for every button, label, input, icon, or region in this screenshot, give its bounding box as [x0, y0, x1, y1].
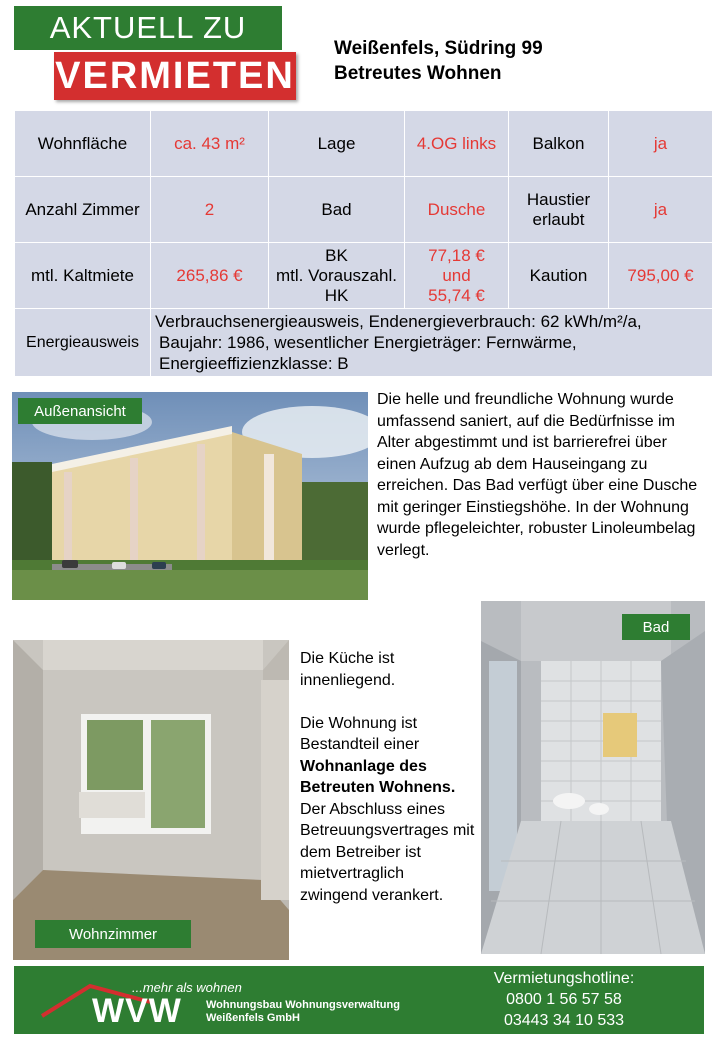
vorauszahlung-label [269, 243, 405, 309]
kaution-label: Kaution [509, 243, 609, 309]
bad-label: Bad [269, 177, 405, 243]
company-name [206, 999, 400, 1025]
energie-details [151, 309, 713, 377]
anlage-text-before: Die Wohnung ist Bestandteil einer [300, 714, 420, 753]
table-row [15, 309, 713, 377]
anlage-text-after: Der Abschluss eines Betreuungsvertrages mit dem Betreiber ist mietvertraglich zwingend verankert. [300, 800, 475, 904]
anlage-text-bold: Wohnanlage des Betreuten Wohnens. [300, 757, 456, 796]
haustier-value: ja [609, 177, 713, 243]
kaltmiete-value: 265,86 € [151, 243, 269, 309]
energie-label: Energieausweis [15, 309, 151, 377]
apartment-facts-table [14, 110, 713, 377]
photo-label-bad: Bad [622, 614, 690, 640]
haustier-label-line-1: Haustier [526, 189, 591, 209]
housing-type-title: Betreutes Wohnen [334, 63, 502, 84]
vorauszahlung-label-line-3: HK [324, 285, 349, 305]
anlage-text [300, 713, 475, 907]
footer-tagline: ...mehr als wohnen [132, 980, 242, 995]
bad-value: Dusche [405, 177, 509, 243]
logo-line-2: VERMIETEN [54, 52, 296, 100]
wvw-logo-text: WVW [92, 992, 182, 1030]
company-name-line-2: Weißenfels GmbH [206, 1012, 300, 1024]
photo-label-aussenansicht: Außenansicht [18, 398, 142, 424]
haustier-label [509, 177, 609, 243]
hotline-title: Vermietungshotline: [493, 970, 635, 987]
table-row [15, 243, 713, 309]
kaltmiete-label: mtl. Kaltmiete [15, 243, 151, 309]
kaution-value: 795,00 € [609, 243, 713, 309]
bathroom-photo [481, 601, 705, 954]
vorauszahlung-value-line-1: 77,18 € [428, 245, 485, 265]
table-row [15, 177, 713, 243]
photo-label-wohnzimmer: Wohnzimmer [35, 920, 191, 948]
table-row [15, 111, 713, 177]
energie-line-2: Baujahr: 1986, wesentlicher Energieträger: Fernwärme, [159, 333, 577, 352]
haustier-label-line-2: erlaubt [532, 209, 585, 229]
energie-line-1: Verbrauchsenergieausweis, Endenergieverbrauch: 62 kWh/m²/a, [155, 312, 642, 331]
hotline-block [444, 968, 684, 1031]
aktuell-zu-vermieten-logo [14, 6, 296, 102]
zimmer-value: 2 [151, 177, 269, 243]
hotline-phone-1[interactable]: 0800 1 56 57 58 [506, 991, 622, 1008]
vorauszahlung-label-line-1: BK [325, 245, 348, 265]
hotline-phone-2[interactable]: 03443 34 10 533 [503, 1012, 625, 1029]
address-title: Weißenfels, Südring 99 [334, 38, 543, 59]
vorauszahlung-value [405, 243, 509, 309]
balkon-label: Balkon [509, 111, 609, 177]
page-heading [334, 36, 543, 86]
anlage-text-block [300, 648, 475, 906]
balkon-value: ja [609, 111, 713, 177]
company-name-line-1: Wohnungsbau Wohnungsverwaltung [206, 999, 400, 1011]
description-text: Die helle und freundliche Wohnung wurde umfassend saniert, auf die Bedürfnisse im Alter abgestimmt und ist barrierefrei über einen Aufzug ab dem Hauseingang zu erreichen. Das Bad verfügt über eine Dusche mit geringer Einstiegshöhe. In der Wohnung wurde pflegeleichter, robuster Linoleumbelag verlegt. [377, 391, 698, 559]
energie-line-3: Energieeffizienzklasse: B [159, 354, 349, 373]
exterior-photo [12, 392, 368, 600]
vorauszahlung-label-line-2: mtl. Vorauszahl. [276, 265, 397, 285]
wohnflaeche-label: Wohnfläche [15, 111, 151, 177]
bathroom-illustration [481, 601, 705, 954]
lage-value: 4.OG links [405, 111, 509, 177]
lage-label: Lage [269, 111, 405, 177]
living-room-photo [13, 640, 289, 960]
kitchen-text: Die Küche ist innenliegend. [300, 650, 396, 689]
vorauszahlung-value-line-2: und [442, 265, 471, 285]
wohnflaeche-value: ca. 43 m² [151, 111, 269, 177]
footer-bar [14, 966, 704, 1034]
logo-line-1: AKTUELL ZU [14, 6, 282, 50]
living-room-illustration [13, 640, 289, 960]
zimmer-label: Anzahl Zimmer [15, 177, 151, 243]
vorauszahlung-value-line-3: 55,74 € [428, 285, 485, 305]
